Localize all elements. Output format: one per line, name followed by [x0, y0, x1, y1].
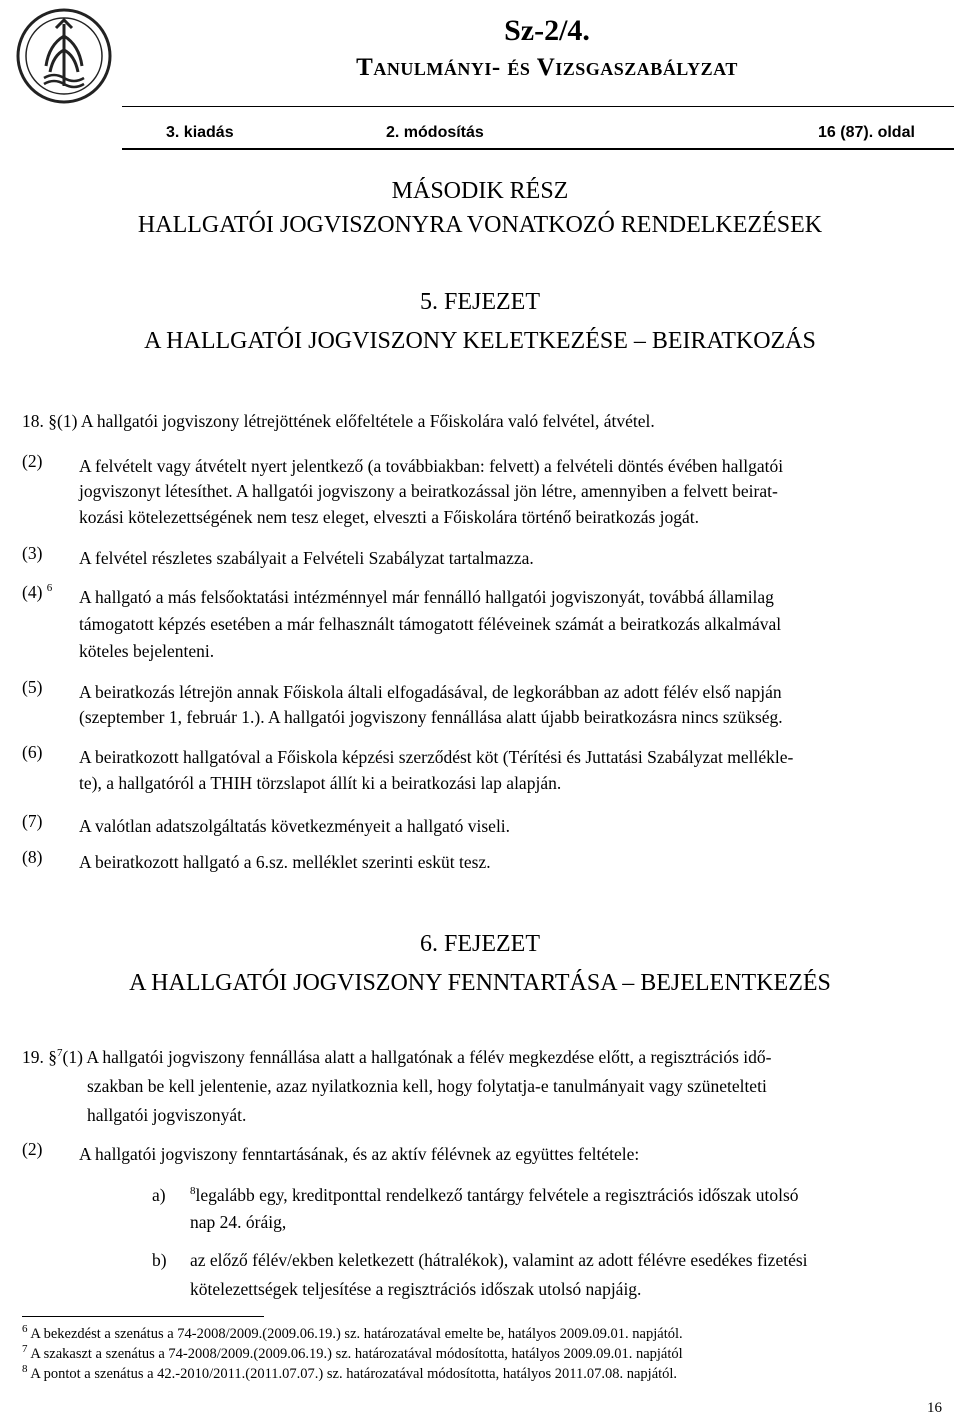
- footnote-6: $^6$ A bekezdést a szenátus a 74-2008/2009.(2009.06.19.) sz. határozatával emelte be, hatályos 2009.09.01. napjától.: [22, 1323, 683, 1342]
- s18-p5-line-1: A beiratkozás létrejön annak Főiskola általi elfogadásával, de legkorábban az adott félév első napján: [79, 682, 782, 702]
- chapter-5-title: A HALLGATÓI JOGVISZONY KELETKEZÉSE – BEIRATKOZÁS: [144, 328, 816, 354]
- chapter-6-number: 6. FEJEZET: [420, 931, 540, 957]
- page-number: 16: [927, 1400, 942, 1416]
- footnote-divider: [22, 1316, 264, 1317]
- s18-p4-number: (4) $^6$: [22, 582, 53, 602]
- s18-p7-number: (7): [22, 811, 43, 831]
- s18-p5-number: (5): [22, 677, 43, 697]
- footnote-ref-6[interactable]: 6: [46, 582, 53, 595]
- part-subtitle: HALLGATÓI JOGVISZONYRA VONATKOZÓ RENDELKEZÉSEK: [137, 212, 823, 238]
- s19-paragraph-1-line-2: szakban be kell jelentenie, azaz nyilatkoznia kell, hogy folytatja-e tanulmányait vagy szünetelteti: [87, 1076, 767, 1096]
- document-header: [0, 0, 960, 148]
- chapter-6-title: A HALLGATÓI JOGVISZONY FENNTARTÁSA – BEJELENTKEZÉS: [129, 970, 831, 996]
- edition-label: 3. kiadás: [166, 124, 234, 141]
- s18-p2-number: (2): [22, 451, 43, 471]
- s18-paragraph-1: 18. §(1) A hallgatói jogviszony létrejöttének előfeltétele a Főiskolára való felvétel, átvétel.: [22, 411, 655, 431]
- s19-paragraph-1-line-3: hallgatói jogviszonyát.: [87, 1105, 247, 1125]
- document-code: Sz-2/4.: [504, 14, 590, 47]
- chapter-5-number: 5. FEJEZET: [420, 289, 540, 315]
- s18-p4-line-2: támogatott képzés esetében a már felhasznált támogatott féléveinek számát a beiratkozás alkalmával: [79, 614, 782, 634]
- s19-item-a-label: a): [152, 1185, 166, 1205]
- footnote-ref-7[interactable]: 7: [57, 1047, 63, 1060]
- s19-p2-number: (2): [22, 1139, 43, 1159]
- s18-p5-line-2: (szeptember 1, február 1.). A hallgatói jogviszony fennállása alatt újabb beiratkozásra nincs szükség.: [79, 707, 783, 727]
- s18-p3-number: (3): [22, 543, 43, 563]
- s19-item-b-line-1: az előző félév/ekben keletkezett (hátralékok), valamint az adott félévre esedékes fizetési: [190, 1250, 808, 1270]
- header-divider: [122, 106, 954, 107]
- s18-p8: A beiratkozott hallgató a 6.sz. melléklet szerinti esküt tesz.: [79, 852, 491, 872]
- s18-p2-line-2: jogviszonyt létesíthet. A hallgatói jogviszony a beiratkozással jön létre, amennyiben a felvett beirat-: [79, 481, 778, 501]
- s18-p4-line-1: A hallgató a más felsőoktatási intézménnyel már fennálló hallgatói jogviszonyát, továbbá államilag: [79, 587, 774, 607]
- s19-p2: A hallgatói jogviszony fenntartásának, és az aktív félévnek az együttes feltétele:: [79, 1144, 640, 1164]
- s19-item-a-line-1: $^8$legalább egy, kreditponttal rendelkező tantárgy felvétele a regisztrációs időszak utolsó: [190, 1185, 799, 1205]
- header-bottom-rule: [122, 148, 954, 150]
- s18-p4-line-3: köteles bejelenteni.: [79, 641, 215, 661]
- s18-p2-line-3: kozási kötelezettségének nem tesz eleget, elveszti a Főiskolára történő beiratkozás jogát.: [79, 507, 700, 527]
- s19-item-b-line-2: kötelezettségek teljesítése a regisztrációs időszak utolsó napjáig.: [190, 1279, 642, 1299]
- page-reference: 16 (87). oldal: [818, 124, 915, 141]
- s18-p7: A valótlan adatszolgáltatás következményeit a hallgató viseli.: [79, 816, 511, 836]
- s18-p3: A felvétel részletes szabályait a Felvételi Szabályzat tartalmazza.: [79, 548, 534, 568]
- footnote-7: $^7$ A szakaszt a szenátus a 74-2008/2009.(2009.06.19.) sz. határozatával módosította, hatályos 2009.09.01. napjától: [22, 1343, 683, 1362]
- s18-p8-number: (8): [22, 847, 43, 867]
- s19-item-a-line-2: nap 24. óráig,: [190, 1212, 287, 1232]
- s19-item-b-label: b): [152, 1250, 167, 1270]
- s18-p6-line-1: A beiratkozott hallgatóval a Főiskola képzési szerződést köt (Térítési és Juttatási Szabályzat mellékle-: [79, 747, 794, 767]
- s19-paragraph-1-line-1: 19. §$^7$(1) A hallgatói jogviszony fennállása alatt a hallgatónak a félév megkezdése előtt, a regisztrációs idő-: [22, 1047, 772, 1067]
- s18-p6-number: (6): [22, 742, 43, 762]
- s18-p6-line-2: te), a hallgatóról a THIH törzslapot állít ki a beiratkozási lap alapján.: [79, 773, 562, 793]
- footnote-8: $^8$ A pontot a szenátus a 42.-2010/2011.(2011.07.07.) sz. határozatával módosította, hatályos 2011.07.08. napjától.: [22, 1363, 678, 1382]
- footnote-ref-8[interactable]: 8: [190, 1185, 196, 1198]
- part-title: MÁSODIK RÉSZ: [391, 178, 569, 204]
- s18-p2-line-1: A felvételt vagy átvételt nyert jelentkező (a továbbiakban: felvett) a felvételi döntés évében hallgatói: [79, 456, 784, 476]
- modification-label: 2. módosítás: [386, 124, 484, 141]
- document-title: Tanulmányi- és Vizsgaszabályzat: [356, 54, 738, 81]
